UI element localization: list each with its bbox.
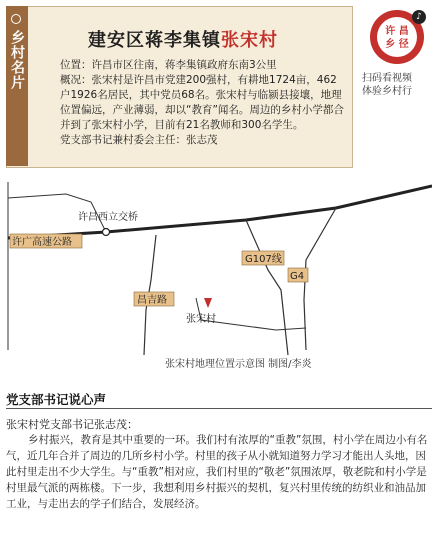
g107-road [246, 220, 288, 355]
expressway-road [8, 186, 432, 238]
overview-label: 概况： [60, 74, 92, 86]
logo-line2: 乡 径 [385, 39, 409, 50]
overview-text: 张宋村是许昌市党建200强村，有耕地1724亩，462户1926名居民，其中党员68名。张宋村与临颍县接壤，地理位置偏远，产业薄弱，却以“教育”闻名。周边的乡村小学都合并到了张宋村小学，目前有21名教师和300名学生。 [60, 74, 344, 131]
location-map [6, 180, 432, 370]
contact-text: 张志茂 [186, 134, 218, 146]
label-g107: G107线 [245, 254, 282, 265]
village-info [60, 58, 346, 148]
title-prefix: 建安区蒋李集镇 [88, 30, 221, 51]
g4-road [304, 208, 336, 350]
village-marker-icon [204, 298, 212, 308]
logo-line1: 许 昌 [385, 26, 409, 37]
section-divider [6, 408, 432, 409]
location-row [60, 58, 346, 73]
label-g4: G4 [290, 271, 305, 282]
xuchang-logo[interactable] [370, 10, 424, 64]
tiktok-icon: ♪ [412, 10, 426, 24]
section-subheading: 张宋村党支部书记张志茂： [6, 418, 138, 431]
tab-circle-icon [11, 14, 21, 24]
contact-label: 党支部书记兼村委会主任： [60, 134, 186, 146]
qr-caption [362, 72, 434, 98]
contact-row [60, 133, 346, 148]
qr-caption-line2: 体验乡村行 [362, 86, 412, 97]
map-caption: 张宋村地理位置示意图 制图/李炎 [165, 359, 312, 370]
label-expressway: 许广高速公路 [12, 237, 72, 248]
village-card-tab [6, 6, 28, 166]
title-highlight: 张宋村 [221, 30, 278, 51]
label-interchange: 许昌西立交桥 [78, 212, 138, 223]
section-heading: 党支部书记说心声 [6, 392, 107, 407]
qr-caption-line1: 扫码看视频 [362, 73, 412, 84]
label-village: 张宋村 [186, 314, 216, 325]
interchange-marker [103, 229, 110, 236]
section-body: 乡村振兴，教育是其中重要的一环。我们村有浓厚的“重教”氛围，村小学在周边小有名气，近几年合并了周边的几所乡村小学。村里的孩子从小就知道努力学习才能出人头地，因此村里走出不少大学生。与“重教”相对应，我们村里的“敬老”氛围浓厚，敬老院和村小学是村里最气派的两栋楼。下一步，我想利用乡村振兴的契机，复兴村里传统的纺织业和油品加工业，与走出去的学子们结合，发展经济。 [6, 434, 428, 510]
location-text: 许昌市区往南，蒋李集镇政府东南3公里 [91, 59, 277, 71]
location-label: 位置： [60, 59, 92, 71]
village-title [88, 26, 278, 52]
tab-label: 乡村名片 [9, 30, 25, 90]
overview-row [60, 73, 346, 133]
label-road: 昌吉路 [137, 295, 167, 306]
